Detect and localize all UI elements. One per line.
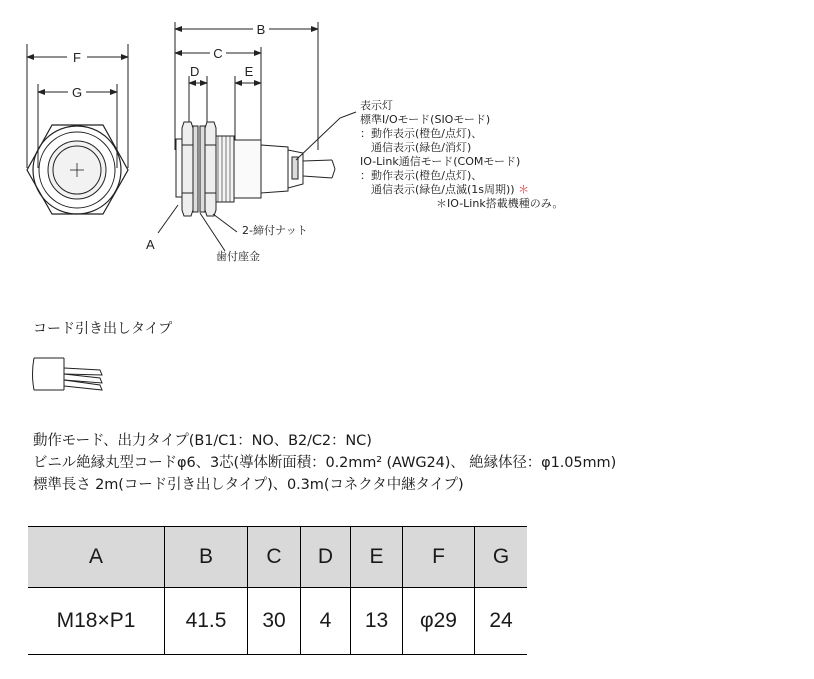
indicator-note-1: 標準I/Oモード(SIOモード) (360, 113, 491, 126)
header-d: D (301, 527, 351, 588)
dim-label-g: G (71, 85, 83, 100)
cell-d: 4 (301, 588, 351, 655)
indicator-note-2: ：動作表示(橙色/点灯)、 (360, 127, 483, 140)
description-line-1: ビニル絶縁丸型コードφ6、3芯(導体断面積：0.2mm² (AWG24)、 絶縁体径：φ1.05mm) (33, 455, 617, 471)
dimension-table (28, 526, 527, 655)
dim-label-c: C (213, 46, 223, 61)
description-line-2: 標準長さ 2m(コード引き出しタイプ)、0.3m(コネクタ中継タイプ) (33, 477, 464, 493)
indicator-note-5: ：動作表示(橙色/点灯)、 (360, 169, 483, 182)
indicator-note-6: 通信表示(緑色/点滅(1s周期)) (360, 183, 515, 196)
cell-c: 30 (248, 588, 301, 655)
front-view (27, 44, 128, 214)
indicator-note-4: IO-Link通信モード(COMモード) (360, 155, 521, 168)
header-b: B (165, 527, 248, 588)
section-title: コード引き出しタイプ (33, 321, 173, 337)
dim-label-b: B (256, 22, 266, 37)
dim-label-f: F (73, 50, 81, 65)
indicator-note-3: 通信表示(緑色/消灯) (360, 141, 472, 154)
indicator-note-0: 表示灯 (360, 99, 393, 112)
cable-type-icon (30, 350, 110, 398)
footnote: ＊IO-Link搭載機種のみ。 (436, 197, 564, 210)
washer-label: 歯付座金 (216, 250, 260, 263)
dim-label-e: E (244, 64, 254, 79)
dim-label-d: D (190, 64, 200, 79)
asterisk-mark: ＊ (518, 183, 530, 196)
cell-e: 13 (351, 588, 403, 655)
table-row (28, 588, 527, 655)
header-f: F (403, 527, 475, 588)
header-c: C (248, 527, 301, 588)
header-a: A (28, 527, 165, 588)
dim-label-a: A (146, 237, 155, 252)
table-header-row (28, 527, 527, 588)
cell-b: 41.5 (165, 588, 248, 655)
indicator-note-6-row (360, 183, 529, 197)
description-line-0: 動作モード、出力タイプ(B1/C1：NO、B2/C2：NC) (33, 433, 372, 449)
cell-f: φ29 (403, 588, 475, 655)
cell-g: 24 (475, 588, 528, 655)
header-g: G (475, 527, 528, 588)
cell-a: M18×P1 (28, 588, 165, 655)
nut-label: 2-締付ナット (242, 224, 308, 237)
side-view (158, 22, 356, 251)
header-e: E (351, 527, 403, 588)
